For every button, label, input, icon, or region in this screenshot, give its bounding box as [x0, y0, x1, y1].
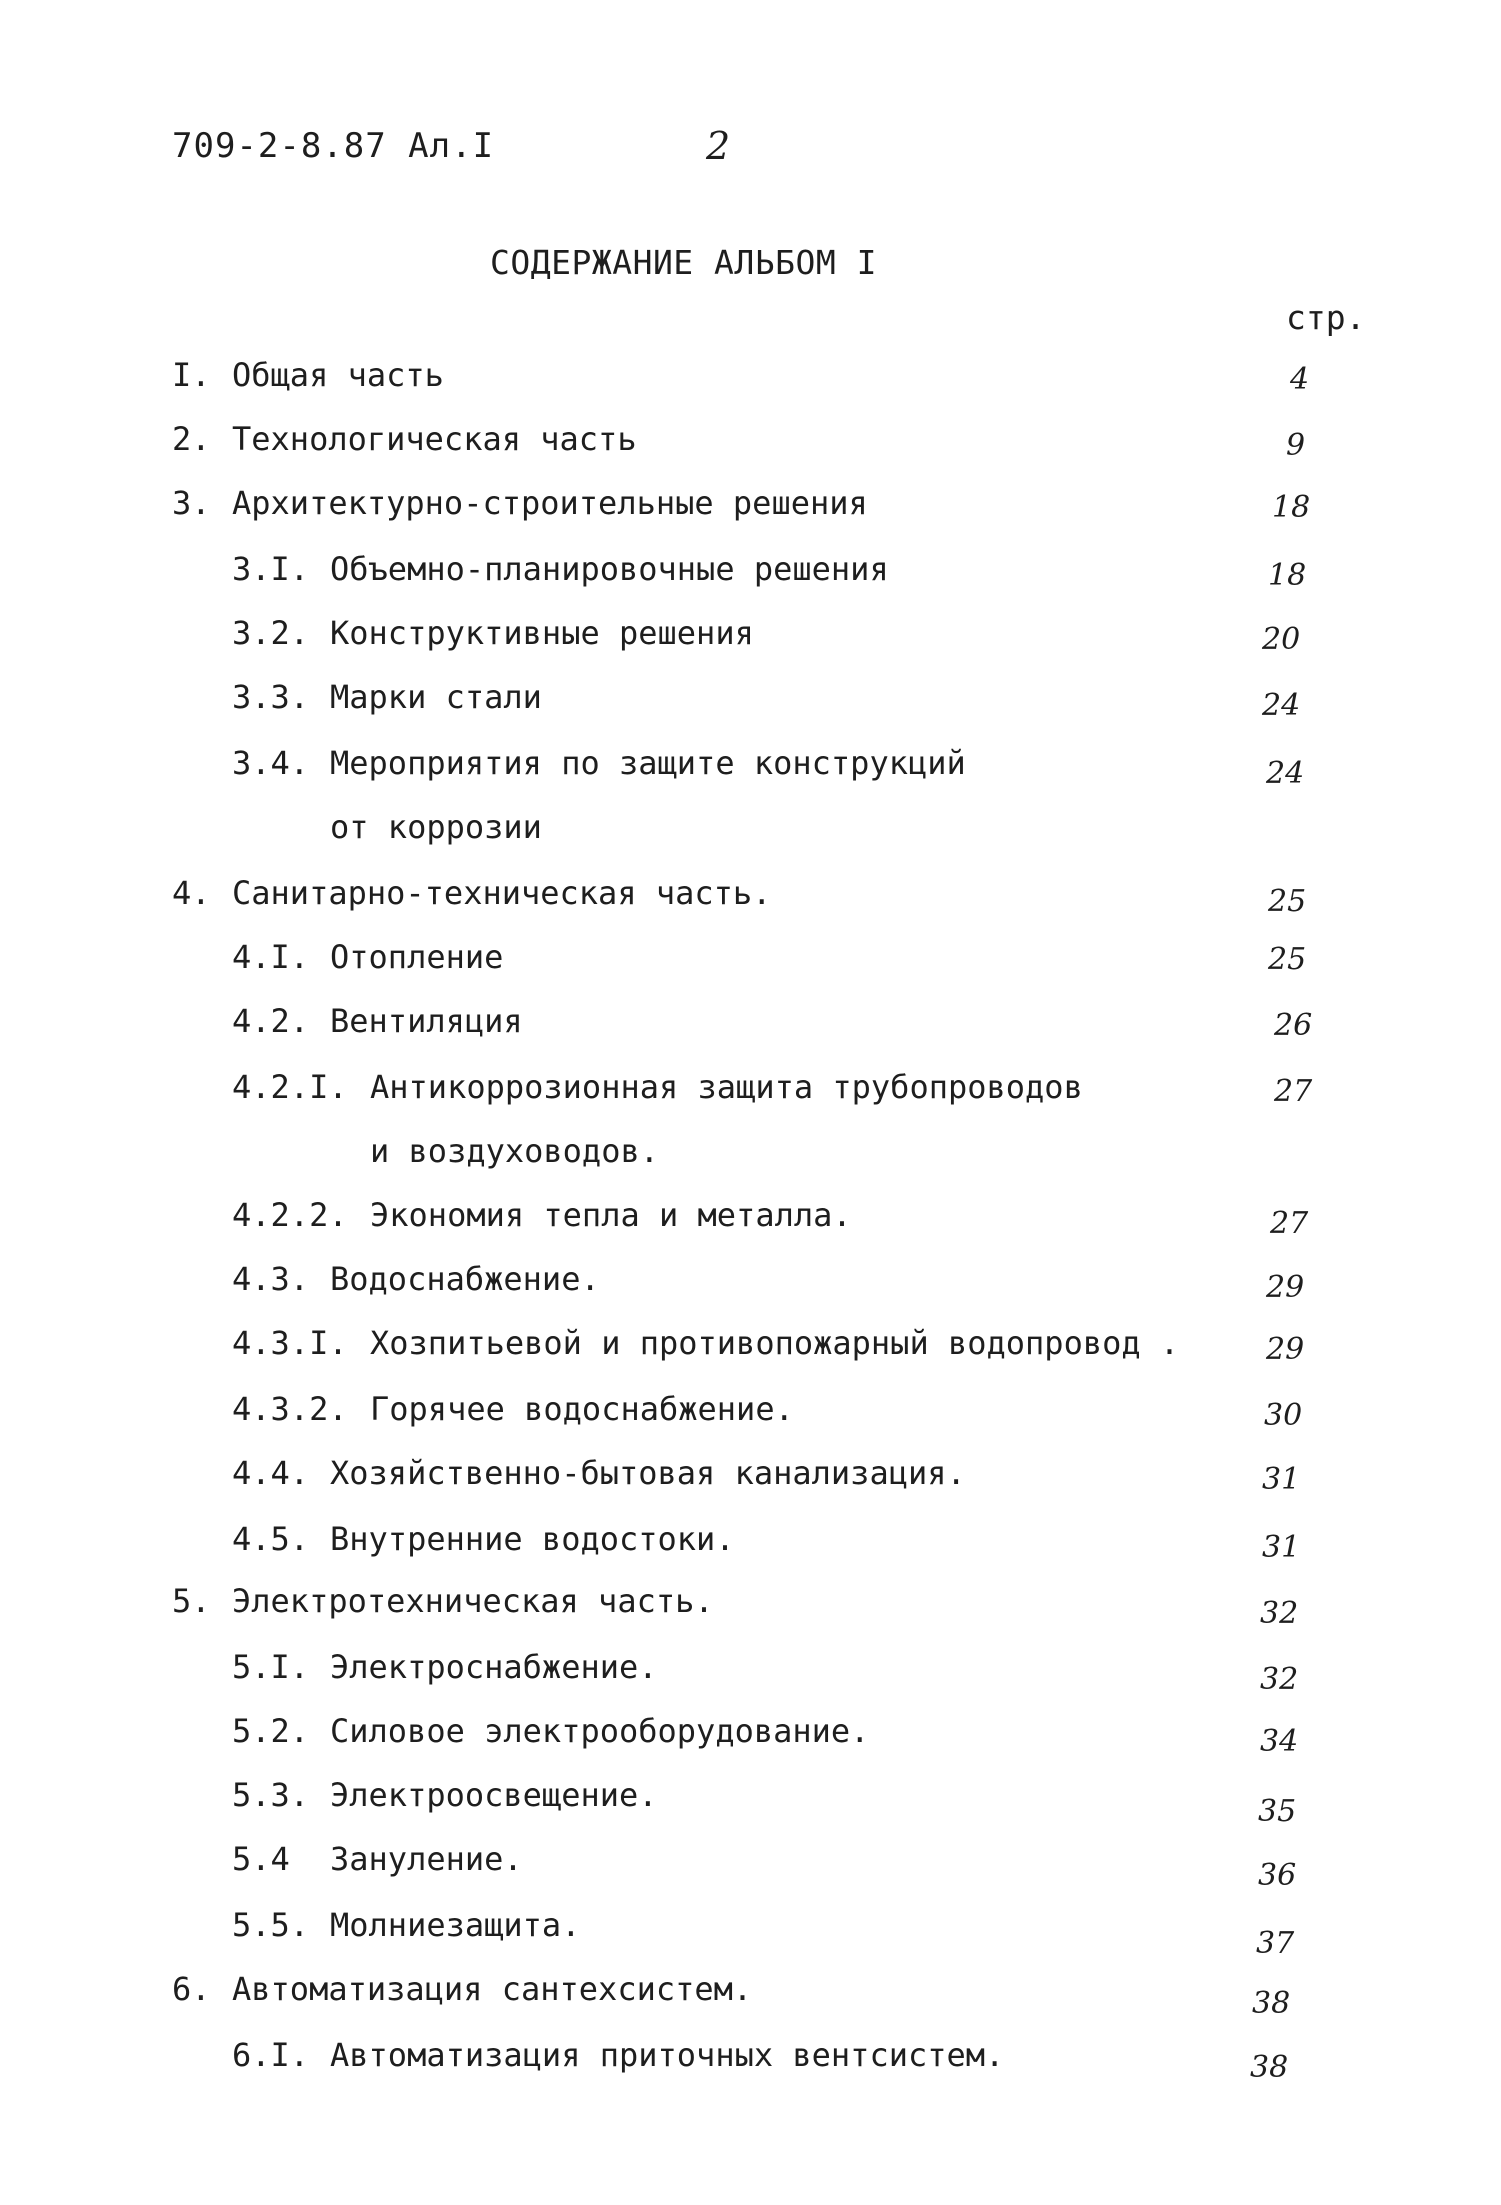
toc-entry [0, 938, 1501, 996]
toc-entry [0, 356, 1501, 414]
toc-entry-title: Электротехническая часть. [232, 1582, 714, 1620]
toc-entry [0, 874, 1501, 932]
toc-entry-number: 3.4. [232, 744, 310, 782]
toc-entry [0, 1582, 1501, 1640]
toc-entry-title: Технологическая часть [232, 420, 637, 458]
toc-entry [0, 1906, 1501, 1964]
toc-entry-number: 4.5. [232, 1520, 310, 1558]
toc-entry-number: 5.5. [232, 1906, 310, 1944]
toc-entry-title: Электроснабжение. [330, 1648, 658, 1686]
toc-entry [0, 1132, 1501, 1190]
toc-entry-title: Электроосвещение. [330, 1776, 658, 1814]
toc-entry-title: Экономия тепла и металла. [370, 1196, 852, 1234]
toc-entry-page: 25 [1268, 942, 1307, 977]
toc-entry [0, 1776, 1501, 1834]
toc-entry-number: 6. [172, 1970, 211, 2008]
toc-entry [0, 1324, 1501, 1382]
toc-entry-number: 5.3. [232, 1776, 310, 1814]
toc-entry-title: Молниезащита. [330, 1906, 581, 1944]
toc-entry-page: 27 [1274, 1074, 1313, 1109]
toc-entry-title: Объемно-планировочные решения [330, 550, 889, 588]
toc-entry-page: 29 [1266, 1332, 1305, 1367]
toc-entry-number: 4.3.2. [232, 1390, 348, 1428]
toc-entry [0, 614, 1501, 672]
toc-entry-title: от коррозии [330, 808, 542, 846]
toc-entry [0, 550, 1501, 608]
toc-entry [0, 484, 1501, 542]
toc-entry-page: 36 [1258, 1858, 1297, 1893]
page-column-label: стр. [1286, 298, 1366, 337]
toc-entry-page: 29 [1266, 1270, 1305, 1305]
toc-entry-page: 31 [1262, 1530, 1301, 1565]
toc-entry-page: 9 [1286, 428, 1306, 463]
toc-entry-page: 38 [1252, 1986, 1291, 2021]
toc-entry-number: 4. [172, 874, 211, 912]
toc-entry-number: 3.I. [232, 550, 310, 588]
toc-entry-title: Автоматизация приточных вентсистем. [330, 2036, 1005, 2074]
toc-entry-page: 25 [1268, 884, 1307, 919]
toc-entry-title: Вентиляция [330, 1002, 523, 1040]
toc-entry-page: 27 [1270, 1206, 1309, 1241]
toc-title: СОДЕРЖАНИЕ АЛЬБОМ I [490, 243, 877, 282]
toc-entry-title: Конструктивные решения [330, 614, 754, 652]
toc-entry-page: 34 [1260, 1724, 1299, 1759]
toc-entry-title: Силовое электрооборудование. [330, 1712, 870, 1750]
toc-entry-number: 4.3.I. [232, 1324, 348, 1362]
toc-entry-page: 24 [1266, 756, 1305, 791]
toc-entry-number: 5.I. [232, 1648, 310, 1686]
toc-entry-page: 31 [1262, 1462, 1301, 1497]
toc-entry-number: 4.2. [232, 1002, 310, 1040]
toc-entry [0, 1840, 1501, 1898]
toc-entry-page: 35 [1258, 1794, 1297, 1829]
toc-entry-page: 30 [1264, 1398, 1303, 1433]
toc-entry [0, 1390, 1501, 1448]
toc-entry-page: 20 [1262, 622, 1301, 657]
toc-entry-page: 18 [1268, 558, 1307, 593]
toc-entry-number: 2. [172, 420, 211, 458]
toc-entry-title: Архитектурно-строительные решения [232, 484, 868, 522]
toc-entry-number: 4.I. [232, 938, 310, 976]
toc-entry-page: 24 [1262, 688, 1301, 723]
toc-entry-title: Общая часть [232, 356, 444, 394]
toc-entry-number: 4.4. [232, 1454, 310, 1492]
toc-entry-title: Водоснабжение. [330, 1260, 600, 1298]
toc-entry-number: 4.2.I. [232, 1068, 348, 1106]
toc-entry [0, 1002, 1501, 1060]
toc-entry-number: I. [172, 356, 211, 394]
toc-entry-title: и воздуховодов. [370, 1132, 659, 1170]
toc-entry [0, 1648, 1501, 1706]
toc-entry [0, 678, 1501, 736]
toc-entry-title: Горячее водоснабжение. [370, 1390, 794, 1428]
toc-entry-title: Мероприятия по защите конструкций [330, 744, 966, 782]
toc-entry [0, 1520, 1501, 1578]
toc-entry-title: Внутренние водостоки. [330, 1520, 735, 1558]
toc-entry-number: 3. [172, 484, 211, 522]
toc-entry-title: Хозяйственно-бытовая канализация. [330, 1454, 966, 1492]
toc-entry-title: Зануление. [330, 1840, 523, 1878]
toc-entry-number: 3.3. [232, 678, 310, 716]
toc-entry [0, 1970, 1501, 2028]
toc-entry-title: Марки стали [330, 678, 542, 716]
toc-entry-page: 37 [1256, 1926, 1295, 1961]
toc-entry-number: 3.2. [232, 614, 310, 652]
toc-entry-title: Санитарно-техническая часть. [232, 874, 772, 912]
toc-entry-page: 26 [1274, 1008, 1313, 1043]
toc-entry [0, 808, 1501, 866]
page-number: 2 [706, 124, 731, 168]
toc-entry-number: 4.2.2. [232, 1196, 348, 1234]
toc-entry-title: Автоматизация сантехсистем. [232, 1970, 753, 2008]
toc-entry [0, 2036, 1501, 2094]
toc-entry-number: 5.4 [232, 1840, 290, 1878]
toc-entry [0, 420, 1501, 478]
toc-entry-page: 18 [1272, 490, 1311, 525]
toc-entry-number: 5. [172, 1582, 211, 1620]
toc-entry-page: 32 [1260, 1596, 1299, 1631]
toc-entry-number: 6.I. [232, 2036, 310, 2074]
toc-entry [0, 744, 1501, 802]
toc-entry [0, 1454, 1501, 1512]
toc-entry-title: Антикоррозионная защита трубопроводов [370, 1068, 1083, 1106]
toc-entry [0, 1068, 1501, 1126]
toc-entry-page: 32 [1260, 1662, 1299, 1697]
toc-entry-page: 38 [1250, 2050, 1289, 2085]
toc-entry-page: 4 [1290, 362, 1310, 397]
document-code: 709-2-8.87 Ал.I [172, 126, 495, 166]
toc-entry [0, 1196, 1501, 1254]
toc-entry-number: 5.2. [232, 1712, 310, 1750]
toc-entry [0, 1260, 1501, 1318]
toc-entry-number: 4.3. [232, 1260, 310, 1298]
toc-entry-title: Хозпитьевой и противопожарный водопровод . [370, 1324, 1180, 1362]
toc-entry [0, 1712, 1501, 1770]
toc-entry-title: Отопление [330, 938, 504, 976]
